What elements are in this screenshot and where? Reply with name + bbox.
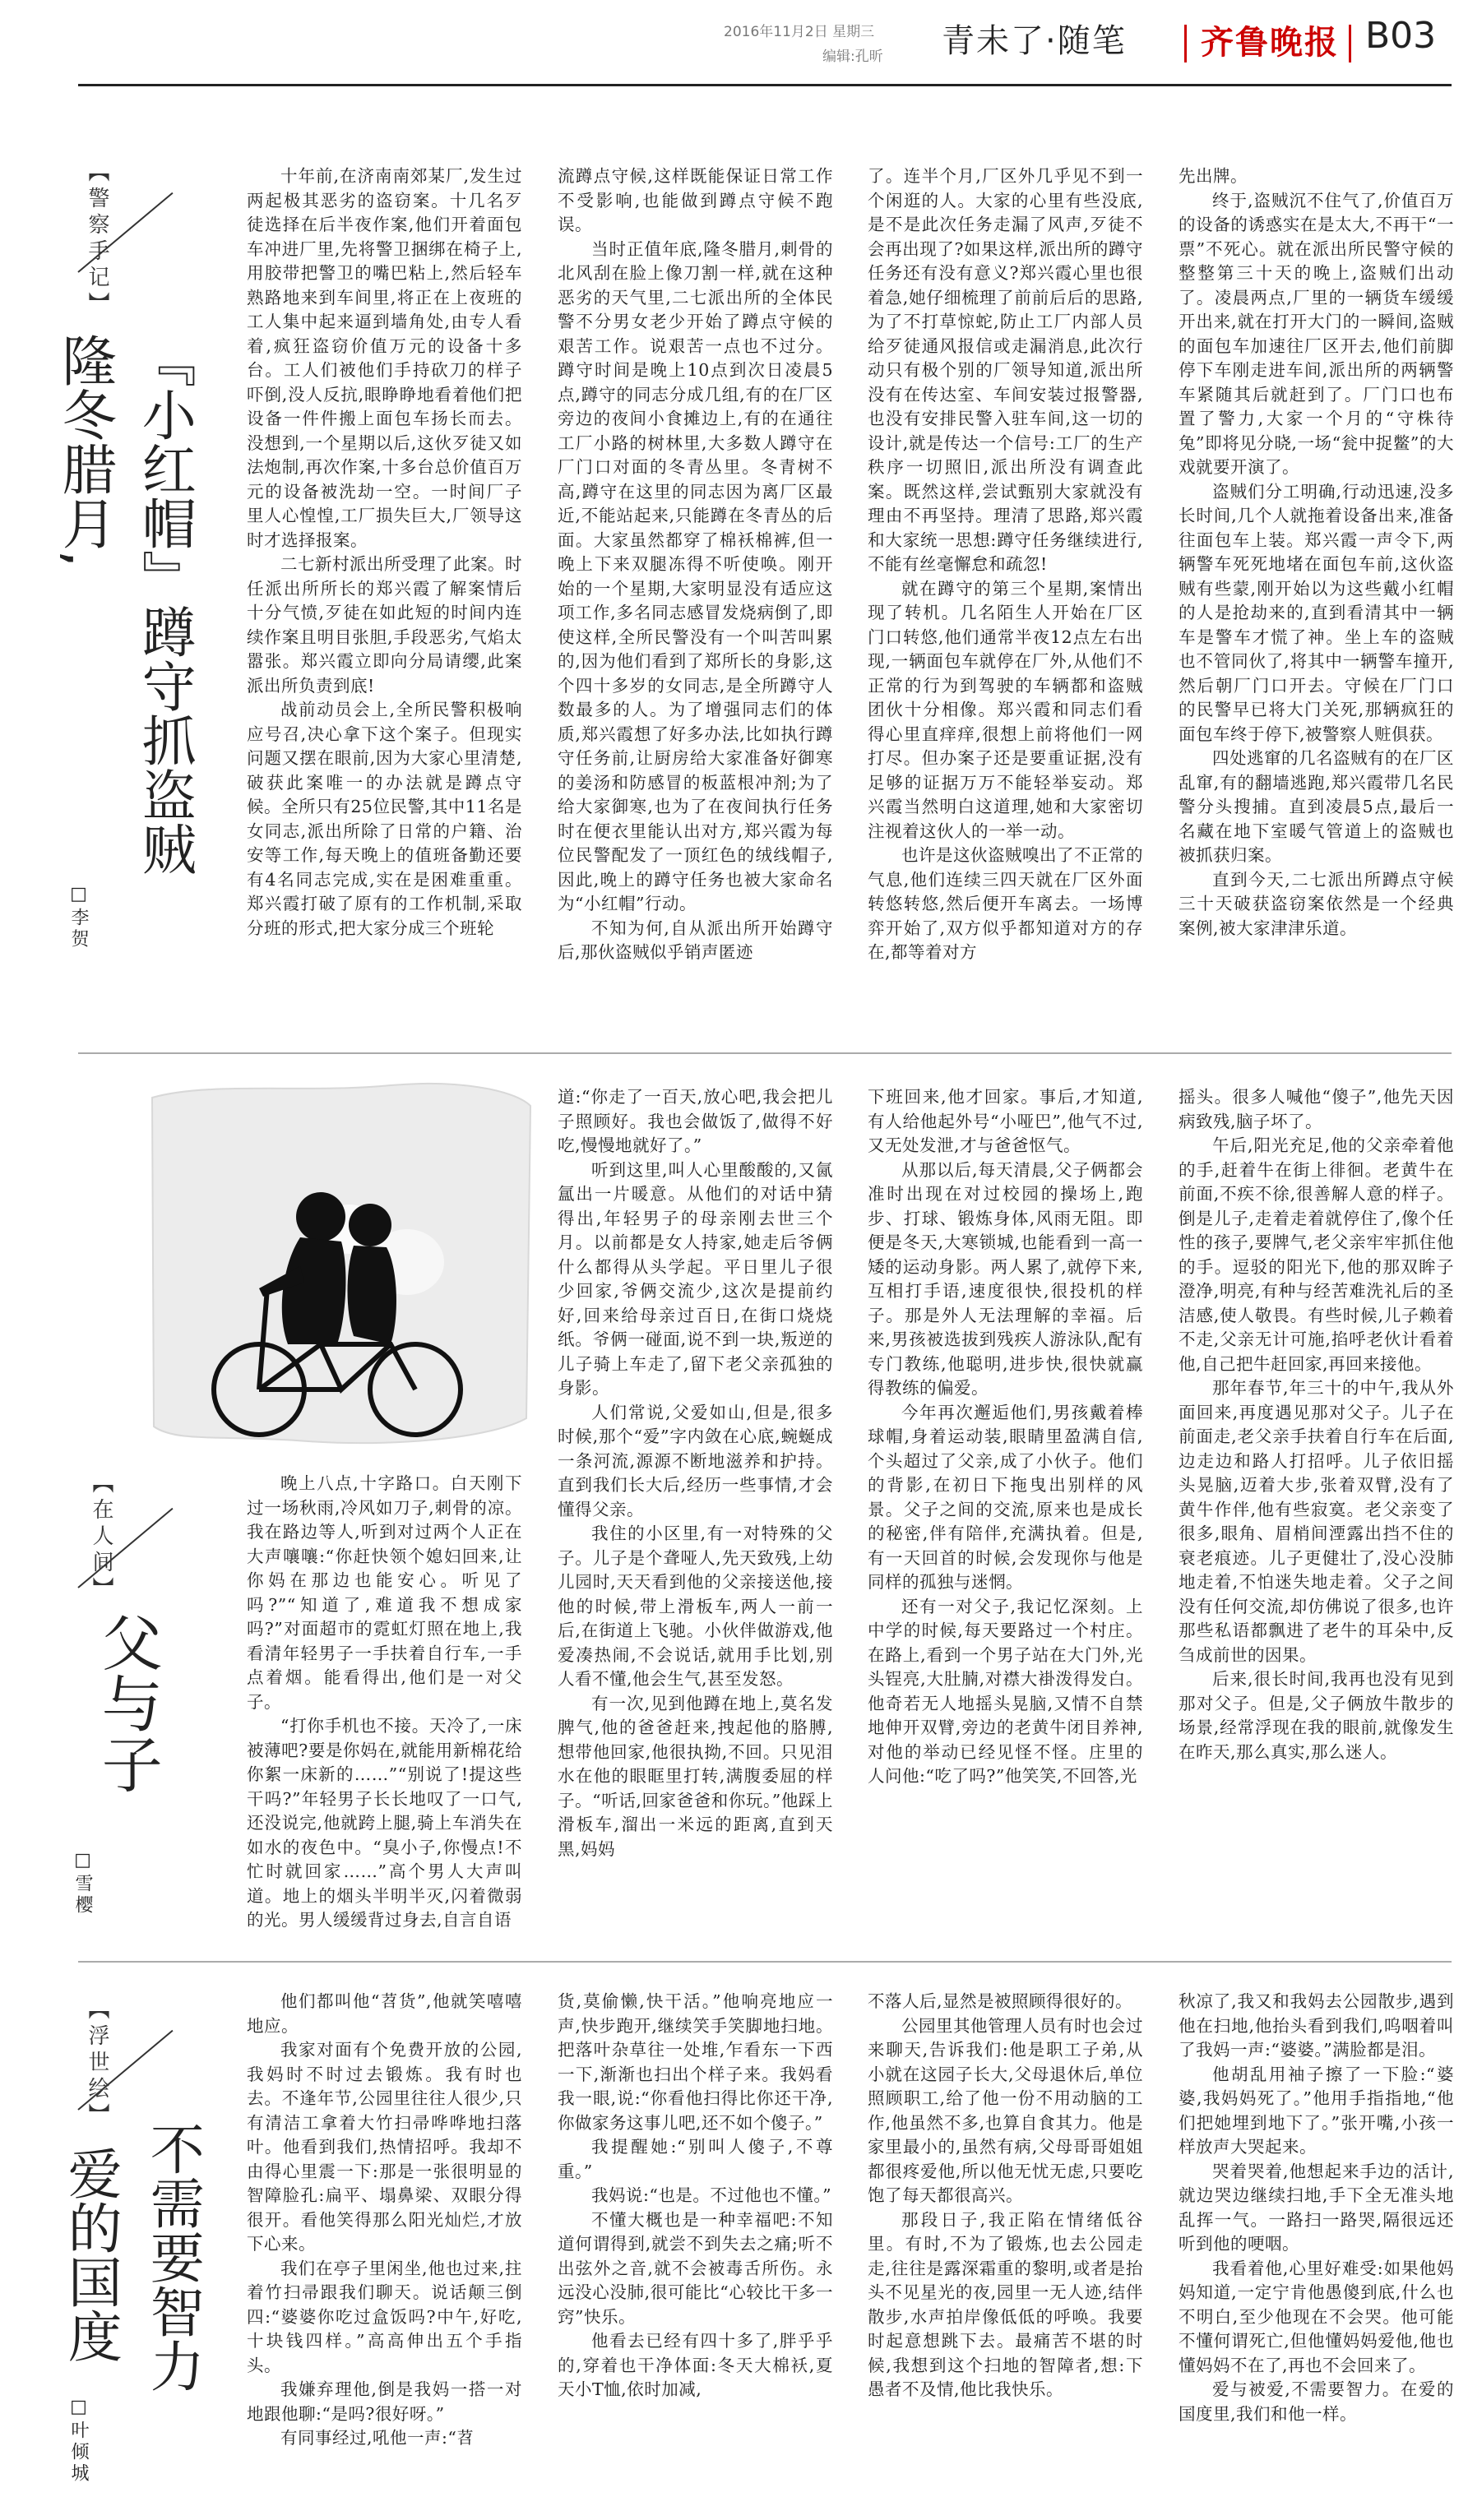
issue-date: 2016年11月2日 星期三: [724, 24, 875, 40]
article3-column-1: [247, 1990, 522, 2508]
paragraph: 我看着他,心里好难受:如果他妈妈知道,一定宁肯他愚傻到底,什么也不明白,至少他现在不会哭。他可能不懂何谓死亡,但他懂妈妈爱他,他也懂妈妈不在了,再也不会回来了。: [1179, 2258, 1454, 2375]
article2-column-4: [1179, 1085, 1454, 1940]
newspaper-logo: 齐鲁晚报: [1201, 23, 1339, 62]
article3-title-lead: 爱的国度: [58, 2146, 123, 2363]
paragraph: 还有一对父子,我记忆深刻。上中学的时候,每天要路过一个村庄。在路上,看到一个男子站在大门外,光头锃亮,大肚腩,对襟大褂泼得发白。他奇若无人地摇头晃脑,又情不自禁地伸开双臂,旁边的老黄牛闭目养神,对他的举动已经见怪不怪。庄里的人问他:“吃了吗?”他笑笑,不回答,光: [868, 1596, 1143, 1786]
paragraph: 不知为何,自从派出所开始蹲守后,那伙盗贼似乎销声匿迹: [558, 918, 833, 962]
paragraph: 从那以后,每天清晨,父子俩都会准时出现在对过校园的操场上,跑步、打球、锻炼身体,风雨无阻。即便是冬天,大寒锁城,也能看到一高一矮的运动身影。两人累了,就停下来,互相打手语,速度很快,很投机的样子。那是外人无法理解的幸福。后来,男孩被选拔到残疾人游泳队,配有专门教练,他聪明,进步快,很快就赢得教练的偏爱。: [868, 1159, 1143, 1398]
paragraph: 我们在亭子里闲坐,他也过来,拄着竹扫帚跟我们聊天。说话颠三倒四:“婆婆你吃过盒饭吗?中午,好吃,十块钱四样。”高高伸出五个手指头。: [247, 2258, 522, 2375]
paragraph: 我住的小区里,有一对特殊的父子。儿子是个聋哑人,先天致残,上幼儿园时,天天看到他的父亲接送他,接他的时候,带上滑板车,两人一前一后,在街道上飞驰。小伙伴做游戏,他爱凑热闹,不会说话,就用手比划,别人看不懂,他会生气,甚至发怒。: [558, 1524, 833, 1689]
paragraph: 不懂大概也是一种幸福吧:不知道何谓得到,就尝不到失去之痛;听不出弦外之音,就不会被毒舌所伤。永远没心没肺,很可能比“心较比干多一窍”快乐。: [558, 2209, 833, 2327]
article3-title-main: 不需要智力: [141, 2121, 205, 2393]
father-son-bicycle-illustration: [144, 1073, 535, 1451]
paragraph: 有一次,见到他蹲在地上,莫名发脾气,他的爸爸赶来,拽起他的胳膊,想带他回家,他很执拗,不回。只见泪水在他的眼眶里打转,满腹委屈的样子。“听话,回家爸爸和你玩。”他踩上滑板车,溜出一米远的距离,直到天黑,妈妈: [558, 1693, 833, 1859]
paragraph: “打你手机也不接。天冷了,一床被薄吧?要是你妈在,就能用新棉花给你絮一床新的……”“别说了!提这些干吗?”年轻男子长长地叹了一口气,还没说完,他就跨上腿,骑上车消失在如水的夜色中。“臭小子,你慢点!不忙时就回家……”高个男人大声叫道。地上的烟头半明半灭,闪着微弱的光。男人缓缓背过身去,自言自语: [247, 1716, 522, 1930]
article2-column-3: [868, 1085, 1143, 1940]
paragraph: 有同事经过,吼他一声:“苕: [280, 2428, 475, 2448]
paragraph: 货,莫偷懒,快干活。”他响亮地应一声,快步跑开,继续笑手笑脚地扫地。把落叶杂草往一处堆,乍看东一下西一下,渐渐也扫出个样子来。我妈看我一眼,说:“你看他扫得比你还干净,你做家务这事儿吧,还不如个傻子。”: [558, 1991, 833, 2133]
paragraph: 人们常说,父爱如山,但是,很多时候,那个“爱”字内敛在心底,蜿蜒成一条河流,源源不断地滋养和护持。直到我们长大后,经历一些事情,才会懂得父亲。: [558, 1402, 833, 1519]
article2-column-2: [558, 1085, 833, 1940]
article1-title-main: 『小红帽』蹲守抓盗贼: [132, 333, 197, 876]
article2-title: 父与子: [91, 1611, 163, 1794]
article-divider: [78, 1961, 1452, 1963]
paragraph: 那段日子,我正陷在情绪低谷里。有时,不为了锻炼,也去公园走走,往往是露深霜重的黎明,或者是抬头不见星光的夜,园里一无人迹,结伴散步,水声拍岸像低低的呼唤。我要时起意想跳下去。最痛苦不堪的时候,我想到这个扫地的智障者,想:下愚者不及情,他比我快乐。: [868, 2209, 1143, 2399]
paragraph: 午后,阳光充足,他的父亲牵着他的手,赶着牛在街上徘徊。老黄牛在前面,不疾不徐,很善解人意的样子。倒是儿子,走着走着就停住了,像个任性的孩子,要牌气,老父亲牢牢抓住他的手。逗驳的阳光下,他的那双眸子澄净,明亮,有种与经苦难洗礼后的圣洁感,使人敬畏。有些时候,儿子赖着不走,父亲无计可施,掐呼老伙计看着他,自己把牛赶回家,再回来接他。: [1179, 1135, 1454, 1374]
paragraph: 我提醒她:“别叫人傻子,不尊重。”: [558, 2137, 833, 2181]
header-divider: [1184, 25, 1187, 62]
article1-column-4: [1179, 164, 1454, 1040]
paragraph: 我家对面有个免费开放的公园,我妈时不时过去锻炼。我有时也去。不逢年节,公园里往往人很少,只有清洁工拿着大竹扫帚哗哗地扫落叶。他看到我们,热情招呼。我却不由得心里震一下:那是一张很明显的智障脸孔:扁平、塌鼻梁、双眼分得很开。看他笑得那么阳光灿烂,才放下心来。: [247, 2040, 522, 2254]
paragraph: 流蹲点守候,这样既能保证日常工作不受影响,也能做到蹲点守候不跑误。: [558, 166, 833, 234]
paragraph: 秋凉了,我又和我妈去公园散步,遇到他在扫地,他抬头看到我们,呜咽着叫了我妈一声:“婆婆。”满脸都是泪。: [1179, 1991, 1454, 2060]
paragraph: 晚上八点,十字路口。白天刚下过一场秋雨,冷风如刀子,刺骨的凉。我在路边等人,听到对过两个人正在大声嚷嚷:“你赶快领个媳妇回来,让你妈在那边也能安心。听见了吗?”“知道了,难道我不想成家吗?”对面超市的霓虹灯照在地上,我看清年轻男子一手扶着自行车,一手点着烟。能看得出,他们是一对父子。: [247, 1473, 522, 1712]
paragraph: 四处逃窜的几名盗贼有的在厂区乱窜,有的翻墙逃跑,郑兴霞带几名民警分头搜捕。直到凌晨5点,最后一名藏在地下室暖气管道上的盗贼也被抓获归案。: [1179, 748, 1454, 865]
paragraph: 后来,很长时间,我再也没有见到那对父子。但是,父子俩放牛散步的场景,经常浮现在我的眼前,就像发生在昨天,那么真实,那么迷人。: [1179, 1669, 1454, 1762]
article2-column-1: [247, 1472, 522, 1940]
bicycle-silhouette-icon: [144, 1073, 535, 1451]
article1-author: □ 李贺: [66, 884, 91, 950]
article3-column-3: [868, 1990, 1143, 2508]
article3-column-4: [1179, 1990, 1454, 2508]
article2-author: □ 雪樱: [70, 1850, 95, 1917]
paragraph: 他们都叫他“苕货”,他就笑嘻嘻地应。: [247, 1991, 522, 2036]
article1-title-lead: 隆冬腊月,: [53, 333, 117, 567]
paragraph: 二七新村派出所受理了此案。时任派出所所长的郑兴霞了解案情后十分气愤,歹徒在如此短的时间内连续作案且明目张胆,手段恶劣,气焰太嚣张。郑兴霞立即向分局请缨,此案派出所负责到底!: [247, 554, 522, 696]
editor-credit: 编辑:孔昕: [822, 49, 883, 65]
paragraph: 爱与被爱,不需要智力。在爱的国度里,我们和他一样。: [1179, 2379, 1454, 2424]
header-rule: [78, 84, 1452, 86]
paragraph: 那年春节,年三十的中午,我从外面回来,再度遇见那对父子。儿子在前面走,老父亲手扶着自行车在后面,边走边和路人打招呼。儿子依旧摇头晃脑,迈着大步,张着双臂,没有了黄牛作伴,他有些寂寞。老父亲变了很多,眼角、眉梢间湮露出挡不住的衰老痕迹。儿子更健壮了,没心没肺地走着,不怕迷失地走着。父子之间没有任何交流,却仿佛说了很多,也许那些私语都飘进了老牛的耳朵中,反刍成前世的因果。: [1179, 1378, 1454, 1665]
article1-column-2: [558, 164, 833, 1040]
article3-column-2: [558, 1990, 833, 2508]
paragraph: 他看去已经有四十多了,胖乎乎的,穿着也干净体面:冬天大棉袄,夏天小T恤,依时加减,: [558, 2331, 833, 2399]
paragraph: 我嫌弃理他,倒是我妈一搭一对地跟他聊:“是吗?很好呀。”: [247, 2379, 522, 2424]
paragraph: 终于,盗贼沉不住气了,价值百万的设备的诱惑实在是太大,不再干“一票”不死心。就在派出所民警守候的整整第三十天的晚上,盗贼们出动了。凌晨两点,厂里的一辆货车缓缓开出来,就在打开大门的一瞬间,盗贼的面包车加速往厂区开去,他们前脚停下车刚走进车间,派出所的两辆警车紧随其后就赶到了。厂门口也布置了警力,大家一个月的“守株待兔”即将见分晓,一场“瓮中捉鳖”的大戏就要开演了。: [1179, 190, 1454, 477]
paragraph: 战前动员会上,全所民警积极响应号召,决心拿下这个案子。但现实问题又摆在眼前,因为大家心里清楚,破获此案唯一的办法就是蹲点守候。全所只有25位民警,其中11名是女同志,派出所除了日常的户籍、治安等工作,每天晚上的值班备勤还要有4名同志完成,实在是困难重重。郑兴霞打破了原有的工作机制,采取分班的形式,把大家分成三个班轮: [247, 700, 522, 938]
paragraph: 了。连半个月,厂区外几乎见不到一个闲逛的人。大家的心里有些没底,是不是此次任务走漏了风声,歹徒不会再出现了?如果这样,派出所的蹲守任务还有没有意义?郑兴霞心里也很着急,她仔细梳理了前前后后的思路,为了不打草惊蛇,防止工厂内部人员给歹徒通风报信或走漏消息,此次行动只有极个别的厂领导知道,派出所没有在传达室、车间安装过报警器,也没有安排民警入驻车间,这一切的设计,就是传达一个信号:工厂的生产秩序一切照旧,派出所没有调查此案。既然这样,尝试甄别大家就没有理由不再坚持。理清了思路,郑兴霞和大家统一思想:蹲守任务继续进行,不能有丝毫懈怠和疏忽!: [868, 166, 1143, 574]
paragraph: 道:“你走了一百天,放心吧,我会把儿子照顾好。我也会做饭了,做得不好吃,慢慢地就好了。”: [558, 1087, 833, 1155]
page-number: B03: [1365, 15, 1437, 57]
article3-section-tag: 【浮世绘】: [85, 1998, 109, 2129]
header-divider: [1349, 25, 1351, 62]
paragraph: 今年再次邂逅他们,男孩戴着棒球帽,身着运动装,眼睛里盈满自信,个头超过了父亲,成了小伙子。他们的背影,在初日下拖曳出别样的风景。父子之间的交流,原来也是成长的秘密,伴有陪伴,充满执着。但是,有一天回首的时候,会发现你与他是同样的孤独与迷惘。: [868, 1402, 1143, 1592]
paragraph: 十年前,在济南南郊某厂,发生过两起极其恶劣的盗窃案。十几名歹徒选择在后半夜作案,他们开着面包车冲进厂里,先将警卫捆绑在椅子上,用胶带把警卫的嘴巴粘上,然后轻车熟路地来到车间里,将正在上夜班的工人集中起来逼到墙角处,由专人看着,疯狂盗窃价值万元的设备十多台。工人们被他们手持砍刀的样子吓倒,没人反抗,眼睁睁地看着他们把设备一件件搬上面包车扬长而去。没想到,一个星期以后,这伙歹徒又如法炮制,再次作案,十多台总价值百万元的设备被洗劫一空。一时间厂子里人心惶惶,工厂损失巨大,厂领导这时才选择报案。: [247, 166, 522, 550]
article1-column-3: [868, 164, 1143, 1040]
article3-author: □ 叶倾城: [66, 2397, 91, 2485]
article-divider: [78, 1052, 1452, 1054]
article1-column-1: [247, 164, 522, 1040]
paragraph: 也许是这伙盗贼嗅出了不正常的气息,他们连续三四天就在厂区外面转悠转悠,然后便开车离去。一场博弈开始了,双方似乎都知道对方的存在,都等着对方: [868, 845, 1143, 962]
paragraph: 听到这里,叫人心里酸酸的,又氤氲出一片暖意。从他们的对话中猜得出,年轻男子的母亲刚去世三个月。以前都是女人持家,她走后爷俩什么都得从头学起。平日里儿子很少回家,爷俩交流少,这次是提前约好,回来给母亲过百日,在街口烧烧纸。爷俩一碰面,说不到一块,叛逆的儿子骑上车走了,留下老父亲孤独的身影。: [558, 1159, 833, 1398]
paragraph: 公园里其他管理人员有时也会过来聊天,告诉我们:他是职工子弟,从小就在这园子长大,父母退休后,单位照顾职工,给了他一份不用动脑的工作,他虽然不多,也算自食其力。他是家里最小的,虽然有病,父母哥哥姐姐都很疼爱他,所以他无忧无虑,只要吃饱了每天都很高兴。: [868, 2015, 1143, 2205]
paragraph: 当时正值年底,隆冬腊月,刺骨的北风刮在脸上像刀割一样,就在这种恶劣的天气里,二七派出所的全体民警不分男女老少开始了蹲点守候的艰苦工作。说艰苦一点也不过分。蹲守时间是晚上10点到次日凌晨5点,蹲守的同志分成几组,有的在厂区旁边的夜间小食摊边上,有的在通往工厂小路的树林里,大多数人蹲守在厂门口对面的冬青丛里。冬青树不高,蹲守在这里的同志因为离厂区最近,不能站起来,只能蹲在冬青丛的后面。大家虽然都穿了棉袄棉裤,但一晚上下来双腿冻得不听使唤。刚开始的一个星期,大家明显没有适应这项工作,多名同志感冒发烧病倒了,即使这样,全所民警没有一个叫苦叫累的,因为他们看到了郑所长的身影,这个四十多岁的女同志,是全所蹲守人数最多的人。为了增强同志们的体质,郑兴霞想了好多办法,比如执行蹲守任务前,让厨房给大家准备好御寒的姜汤和防感冒的板蓝根冲剂;为了给大家御寒,也为了在夜间执行任务时在便衣里能认出对方,郑兴霞为每位民警配发了一顶红色的绒线帽子,因此,晚上的蹲守任务也被大家命名为“小红帽”行动。: [558, 238, 833, 913]
paragraph: 不落人后,显然是被照顾得很好的。: [868, 1991, 1133, 2011]
article1-section-tag: 【警察手记】: [85, 160, 109, 318]
paragraph: 摇头。很多人喊他“傻子”,他先天因病致残,脑子坏了。: [1179, 1087, 1454, 1131]
paragraph: 就在蹲守的第三个星期,案情出现了转机。几名陌生人开始在厂区门口转悠,他们通常半夜12点左右出现,一辆面包车就停在厂外,从他们不正常的行为到驾驶的车辆都和盗贼团伙十分相像。郑兴霞和同志们看得心里直痒痒,很想上前将他们一网打尽。但办案子还是要重证据,没有足够的证据万万不能轻举妄动。郑兴霞当然明白这道理,她和大家密切注视着这伙人的一举一动。: [868, 578, 1143, 841]
paragraph: 盗贼们分工明确,行动迅速,没多长时间,几个人就拖着设备出来,准备往面包车上装。郑兴霞一声令下,两辆警车死死地堵在面包车前,这伙盗贼有些蒙,刚开始以为这些戴小红帽的人是抢劫来的,直到看清其中一辆车是警车才慌了神。坐上车的盗贼也不管同伙了,将其中一辆警车撞开,然后朝厂门口开去。守候在厂门口的民警早已将大门关死,那辆疯狂的面包车终于停下,被警察人赃俱获。: [1179, 481, 1454, 744]
section-title: 青未了·随笔: [942, 22, 1127, 60]
paragraph: 先出牌。: [1179, 166, 1248, 186]
paragraph: 下班回来,他才回家。事后,才知道,有人给他起外号“小哑巴”,他气不过,又无处发泄,才与爸爸怄气。: [868, 1087, 1143, 1155]
paragraph: 他胡乱用袖子擦了一下脸:“婆婆,我妈妈死了。”他用手指指地,“他们把她埋到地下了。”张开嘴,小孩一样放声大哭起来。: [1179, 2064, 1454, 2157]
paragraph: 直到今天,二七派出所蹲点守候三十天破获盗窃案依然是一个经典案例,被大家津津乐道。: [1179, 869, 1454, 938]
article2-section-tag: 【在人间】: [89, 1472, 113, 1603]
paragraph: 我妈说:“也是。不过他也不懂。”: [591, 2185, 832, 2205]
paragraph: 哭着哭着,他想起来手边的活计,就边哭边继续扫地,手下全无准头地乱挥一气。一路扫一路哭,隔很远还听到他的哽咽。: [1179, 2161, 1454, 2254]
